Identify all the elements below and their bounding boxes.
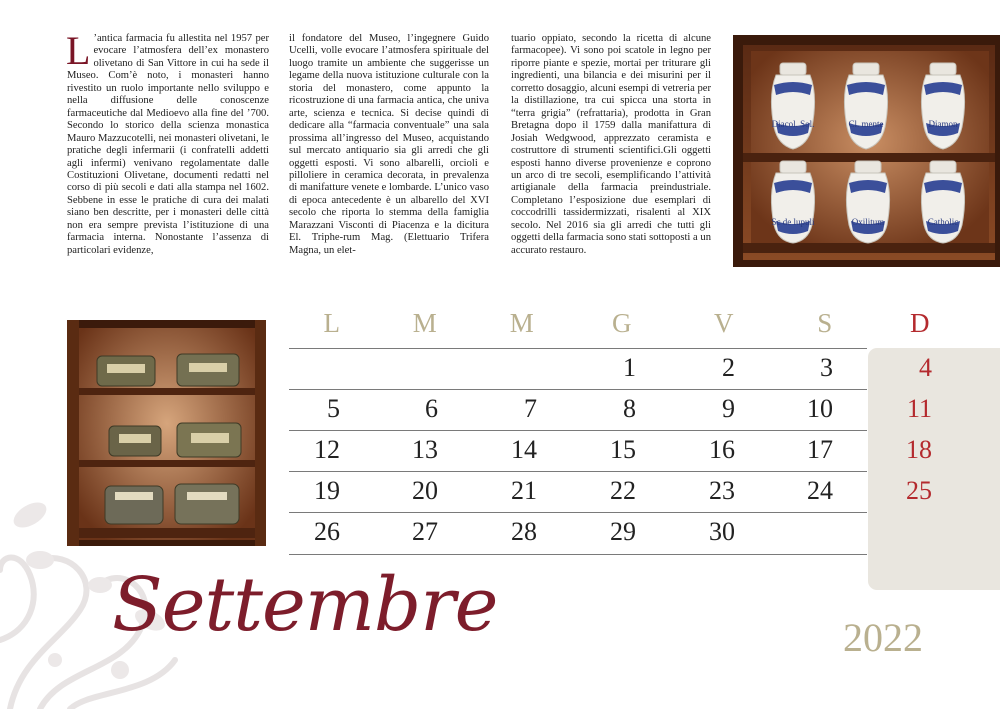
calendar-day-sunday: 25 <box>906 476 932 505</box>
jar-label: Catholic <box>927 217 959 227</box>
text-column-2 <box>289 33 489 257</box>
calendar-day: 19 <box>314 476 340 505</box>
calendar-day: 1 <box>623 353 636 382</box>
jar-label: Cl. mente <box>848 119 884 129</box>
weekday-label: V <box>714 308 734 338</box>
weekday-label: L <box>323 308 341 338</box>
calendar-day: 29 <box>610 517 636 546</box>
calendar-day: 5 <box>327 394 340 423</box>
weekday-label: M <box>509 308 535 338</box>
calendar-week-row <box>289 512 867 555</box>
calendar-day: 21 <box>511 476 537 505</box>
photo-pharmacy-boxes <box>67 320 266 546</box>
calendar-day: 15 <box>610 435 636 464</box>
calendar-day-sunday: 4 <box>919 353 932 382</box>
calendar-day: 8 <box>623 394 636 423</box>
calendar-day: 3 <box>820 353 833 382</box>
calendar-day: 13 <box>412 435 438 464</box>
calendar-day: 23 <box>709 476 735 505</box>
column-1-text: ’antica farmacia fu allestita nel 1957 per evocare l’atmosfera dell’ex monastero olivetano di San Vittore in cui ha sede il Museo. Com’è noto, i monasteri hanno rivestito un ruolo importante nello sviluppo e nella diffusione delle conoscenze farmaceutiche dal Medioevo alla fine del ’700. Secondo lo storico della scienza monastica Mauro Mazzucotelli, nei monasteri olivetani, le pratiche degli infermarii (i confratelli addetti agli infermi) venivano regolamentate dalle Costituzioni Olivetane, documenti redatti nel corso di più secoli e dati alla stampa nel 1602. Sebbene in esse le pratiche di cura dei malati siano ben descritte, per i monasteri delle città non era sempre prevista l’istituzione di una farmacia interna. Nonostante l’assenza di particolari evidenze, <box>67 33 269 256</box>
calendar-day-sunday: 18 <box>906 435 932 464</box>
calendar-week-row <box>289 389 867 431</box>
calendar-day: 22 <box>610 476 636 505</box>
calendar-day: 17 <box>807 435 833 464</box>
calendar-day: 26 <box>314 517 340 546</box>
calendar-week-row <box>289 348 867 390</box>
text-column-3 <box>511 33 711 257</box>
photo-pharmacy-jars <box>733 35 1000 267</box>
jar-label: Diacol. Sol. <box>771 119 815 129</box>
calendar-day: 14 <box>511 435 537 464</box>
sunday-column-band <box>868 348 1000 590</box>
jar-label: Sc de lupuli <box>771 217 815 227</box>
calendar-day: 28 <box>511 517 537 546</box>
calendar-week-row <box>289 471 867 513</box>
jar-label: Diamon <box>928 119 958 129</box>
weekday-label-sunday: D <box>910 308 930 338</box>
weekday-label: M <box>412 308 438 338</box>
calendar-day: 16 <box>709 435 735 464</box>
column-2-text: il fondatore del Museo, l’ingegnere Guido Ucelli, volle evocare l’atmosfera spirituale del luogo tramite un ambiente che suggerisse un legame della nuova istituzione culturale con la storia del monastero, come appunto la ricostruzione di una farmacia antica, che univa arte, scienza e tecnica. Si decise quindi di dedicare alla “farmacia conventuale” una sala prossima all’ingresso del Museo, acquistando sul mercato antiquario sia gli arredi che gli oggetti esposti. Vi sono albarelli, orcioli e pilloliere in ceramica decorata, in prevalenza di manifatture venete e lombarde. L’unico vaso di epoca antecedente è un albarello del XVI secolo che riporta lo stemma della famiglia Marazzani Visconti di Piacenza e la dicitura El. Triphe-rum Mag. (Elettuario Trifera Magna, un elet- <box>289 33 489 256</box>
drop-cap: L <box>66 28 91 73</box>
calendar-week-row <box>289 430 867 472</box>
calendar-day: 6 <box>425 394 438 423</box>
calendar-day: 9 <box>722 394 735 423</box>
calendar-day: 7 <box>524 394 537 423</box>
calendar-day: 20 <box>412 476 438 505</box>
weekday-label: G <box>612 308 632 338</box>
weekday-label: S <box>817 308 833 338</box>
column-3-text: tuario oppiato, secondo la ricetta di alcune farmacopee). Vi sono poi scatole in legno per riporre piante e spezie, mortai per triturare gli ingredienti, una bilancia e dei misurini per il corretto dosaggio, alcuni esempi di vetreria per la distillazione, tra cui spicca una storta in “terra grigia” (refrattaria), prodotta in Gran Bretagna dopo il 1759 dalla manifattura di Josiah Wedgwood, apprezzato ceramista e costruttore di strumenti scientifici.Gli oggetti esposti hanno diverse provenienze e coprono un arco di tre secoli, esemplificando l’attività artigianale della farmacia preindustriale. Completano l’esposizione due esemplari di coccodrilli tassidermizzati, risalenti al XIX secolo. Nel 2016 sia gli arredi che tutti gli oggetti della farmacia sono stati sottoposti a un accurato restauro. <box>511 33 711 256</box>
calendar-day: 12 <box>314 435 340 464</box>
calendar-day: 30 <box>709 517 735 546</box>
calendar-day: 10 <box>807 394 833 423</box>
calendar-day: 27 <box>412 517 438 546</box>
calendar-day-sunday: 11 <box>906 394 932 423</box>
calendar-day: 24 <box>807 476 833 505</box>
calendar-day: 2 <box>722 353 735 382</box>
year-label: 2022 <box>843 615 923 660</box>
text-column-1 <box>66 28 269 257</box>
month-title: Settembre <box>112 562 498 648</box>
jar-label: Oxilitum <box>851 217 885 227</box>
